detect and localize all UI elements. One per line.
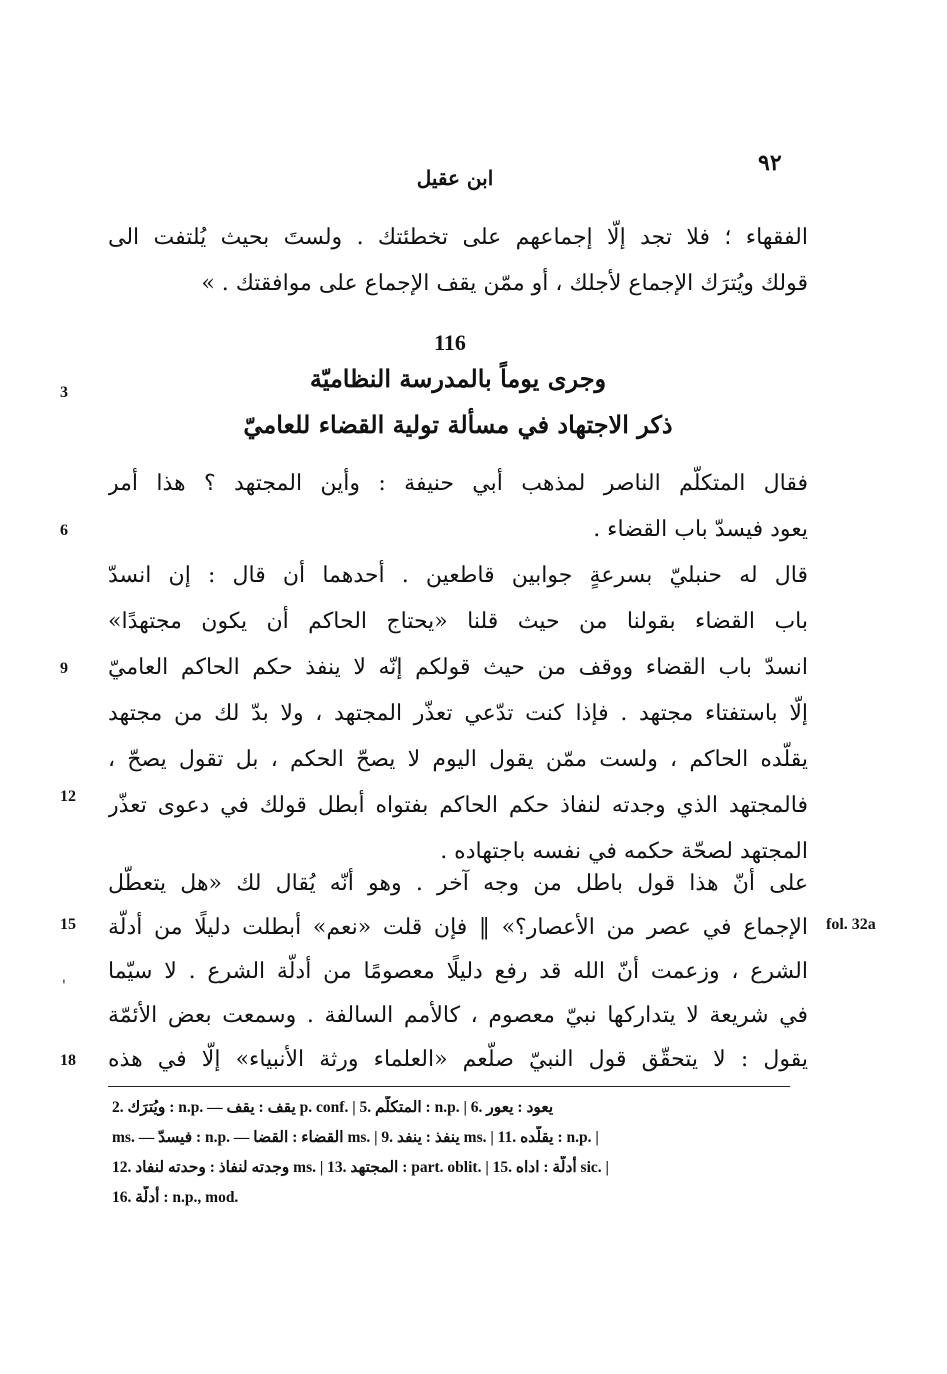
line-number: 12 (60, 788, 76, 805)
text-line: يقلّده الحاكم ، ولست ممّن يقول اليوم لا يصحّ الحكم ، بل تقول يصحّ ، (108, 747, 808, 772)
line-number: 3 (60, 384, 68, 401)
page-number: ٩٢ (758, 150, 782, 176)
text-line: إلّا باستفتاء مجتهد . فإذا كنت تدّعي تعذّر المجتهد ، ولا بدّ لك من مجتهد (108, 701, 808, 726)
footnote-line: ms. — فيسدّ : n.p. — القضاء : القضا ms. | 9. ينفذ : ينفد ms. | 11. يقلّده : n.p. | (112, 1129, 599, 1146)
footnote-line: 2. ويُترَك : n.p. — يقف : يقف p. conf. | 5. المتكلّم : n.p. | 6. يعود : يعور (112, 1099, 554, 1116)
footnote-separator (108, 1086, 790, 1087)
text-line: على أنّ هذا قول باطل من وجه آخر . وهو أنّه يُقال لك «هل يتعطّل (108, 871, 808, 896)
text-line: الإجماع في عصر من الأعصار؟» ‖ فإن قلت «نعم» أبطلت دليلًا من أدلّة (108, 915, 808, 940)
margin-mark: ' (62, 978, 66, 994)
text-line: باب القضاء بقولنا من حيث قلنا «يحتاج الحاكم أن يكون مجتهدًا» (108, 609, 808, 634)
footnote-line: 12. وجدته لنفاذ : وحدته لنفاد ms. | 13. المجتهد : part. oblit. | 15. أدلّة : اداه sic. | (112, 1159, 609, 1176)
text-line: المجتهد لصحّة حكمه في نفسه باجتهاده . (440, 839, 808, 864)
section-number: 116 (434, 330, 466, 355)
text-line: انسدّ باب القضاء ووقف من حيث قولكم إنّه لا ينفذ حكم الحاكم العاميّ (108, 655, 808, 680)
text-line: قال له حنبليّ بسرعةٍ جوابين قاطعين . أحدهما أن قال : إن انسدّ (108, 563, 808, 588)
line-number: 9 (60, 660, 68, 677)
text-line: يقول : لا يتحقّق قول النبيّ صلّعم «العلماء ورثة الأنبياء» إلّا في هذه (108, 1047, 808, 1072)
text-line: يعود فيسدّ باب القضاء . (593, 517, 808, 542)
text-line: الفقهاء ؛ فلا تجد إلّا إجماعهم على تخطئتك . ولستَ بحيث يُلتفت الى (108, 225, 808, 250)
text-line: فالمجتهد الذي وجدته لنفاذ حكم الحاكم بفتواه أبطل قولك في دعوى تعذّر (108, 793, 808, 818)
text-line: الشرع ، وزعمت أنّ الله قد رفع دليلًا معصومًا من أدلّة الشرع . لا سيّما (108, 959, 808, 984)
line-number: 6 (60, 522, 68, 539)
folio-margin-note: fol. 32a (826, 916, 876, 933)
running-title: ابن عقيل (416, 166, 494, 190)
footnote-line: 16. أدلّة : n.p., mod. (112, 1189, 239, 1206)
line-number: 18 (60, 1052, 76, 1069)
text-line: في شريعة لا يتداركها نبيّ معصوم ، كالأمم السالفة . وسمعت بعض الأئمّة (108, 1003, 808, 1028)
text-line: قولك ويُترَك الإجماع لأجلك ، أو ممّن يقف الإجماع على موافقتك . » (201, 271, 808, 296)
line-number: 15 (60, 916, 76, 933)
section-heading-secondary: ذكر الاجتهاد في مسألة تولية القضاء للعاميّ (243, 410, 673, 439)
text-line: فقال المتكلّم الناصر لمذهب أبي حنيفة : وأين المجتهد ؟ هذا أمر (108, 471, 808, 496)
section-heading-primary: وجرى يوماً بالمدرسة النظاميّة (309, 364, 607, 393)
